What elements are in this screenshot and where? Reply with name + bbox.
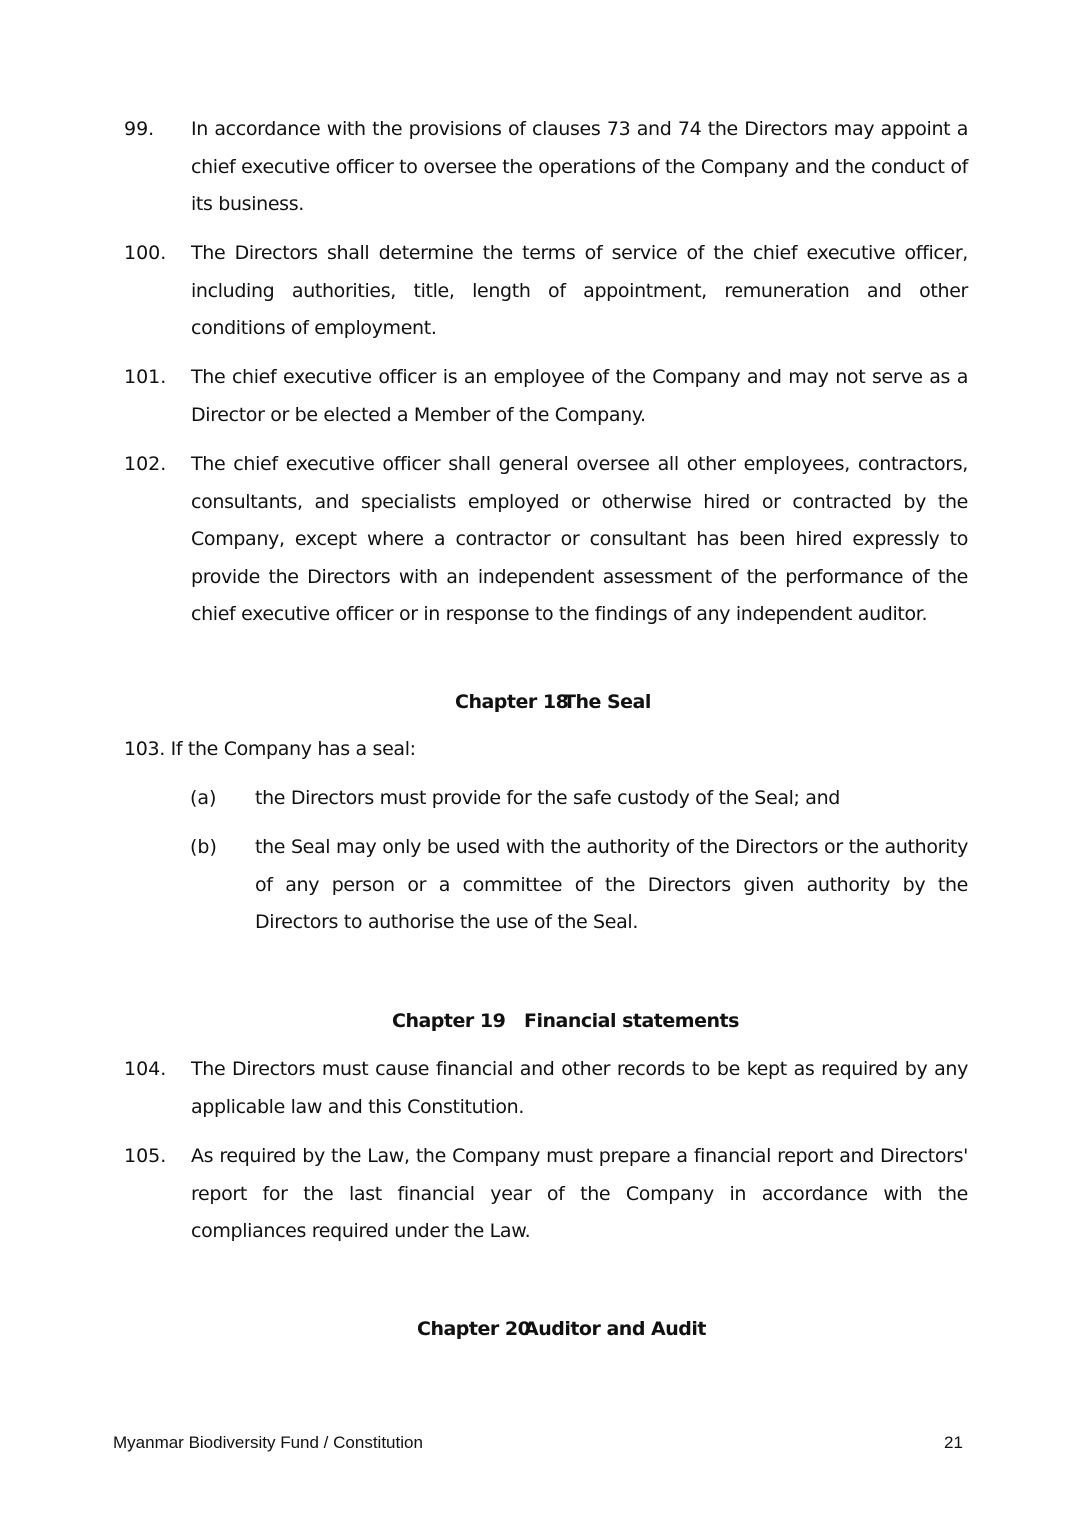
- chapter-title: The Seal: [563, 691, 651, 713]
- clause-103-item-b: [190, 829, 968, 942]
- clause-text: In accordance with the provisions of clauses 73 and 74 the Directors may appoint a chief executive officer to oversee the operations of the Company and the conduct of its business.: [191, 118, 968, 215]
- clause-103-item-a: [190, 780, 968, 818]
- clause-number: 99.: [124, 118, 155, 140]
- clause-text: The chief executive officer shall general oversee all other employees, contractors, consultants, and specialists employed or otherwise hired or contracted by the Company, except where a contractor or consultant has been hired expressly to provide the Directors with an independent assessment of the performance of the chief executive officer or in response to the findings of any independent auditor.: [191, 453, 968, 625]
- clause-101: [124, 359, 968, 434]
- item-text: the Seal may only be used with the authority of the Directors or the authority of any person or a committee of the Directors given authority by the Directors to authorise the use of the Seal.: [255, 836, 968, 933]
- clause-number: 105.: [124, 1145, 167, 1167]
- item-label: (b): [190, 836, 217, 858]
- item-text: the Directors must provide for the safe custody of the Seal; and: [255, 787, 840, 809]
- clause-text: The Directors shall determine the terms of service of the chief executive officer, including authorities, title, length of appointment, remuneration and other conditions of employment.: [191, 242, 968, 339]
- clause-number: 100.: [124, 242, 167, 264]
- clause-text: The Directors must cause financial and other records to be kept as required by any applicable law and this Constitution.: [191, 1058, 968, 1118]
- chapter-label: Chapter 20: [417, 1318, 531, 1340]
- clause-100: [124, 235, 968, 348]
- chapter-title: Financial statements: [524, 1010, 739, 1032]
- footer-document-title: Myanmar Biodiversity Fund / Constitution: [113, 1433, 423, 1452]
- clause-102: [124, 446, 968, 634]
- clause-105: [124, 1138, 968, 1251]
- clause-104: [124, 1051, 968, 1126]
- clause-number: 104.: [124, 1058, 167, 1080]
- chapter-label: Chapter 18: [455, 691, 569, 713]
- item-label: (a): [190, 787, 217, 809]
- footer-page-number: 21: [944, 1433, 963, 1452]
- chapter-label: Chapter 19: [392, 1010, 506, 1032]
- clause-text: The chief executive officer is an employee of the Company and may not serve as a Director or be elected a Member of the Company.: [191, 366, 968, 426]
- clause-number: 102.: [124, 453, 167, 475]
- chapter-title: Auditor and Audit: [524, 1318, 706, 1340]
- clause-number: 101.: [124, 366, 167, 388]
- clause-99: [124, 111, 968, 224]
- clause-text: As required by the Law, the Company must prepare a financial report and Directors' report for the last financial year of the Company in accordance with the compliances required under the Law.: [191, 1145, 968, 1242]
- clause-103-intro: 103. If the Company has a seal:: [124, 738, 416, 760]
